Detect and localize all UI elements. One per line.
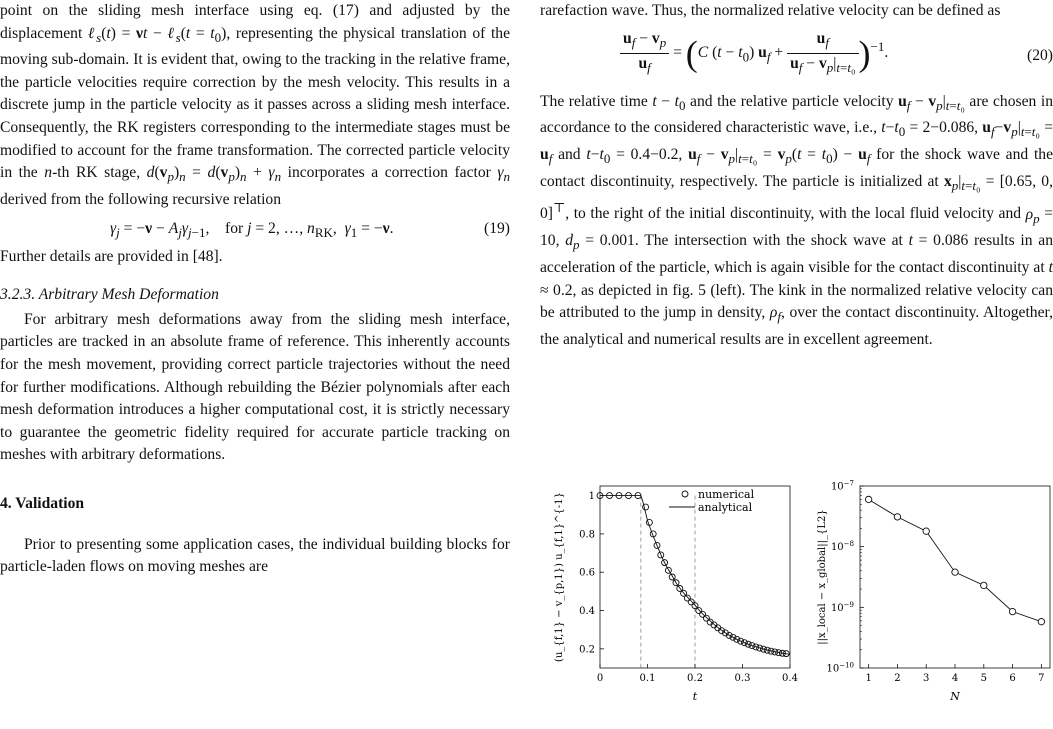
x-tick-label: 0 — [596, 673, 604, 684]
error-plot — [817, 480, 1050, 704]
numerical-point — [703, 615, 709, 621]
equation-number: (19) — [484, 219, 510, 237]
error-plot-frame — [860, 486, 1050, 668]
error-point — [894, 514, 900, 520]
error-markers — [865, 496, 1044, 625]
right-column — [540, 0, 1053, 351]
y-tick-label: 0.8 — [579, 529, 595, 541]
figure-5 — [548, 478, 1053, 724]
paragraph-validation: Prior to presenting some application cases, the individual building blocks for particle-laden flows on moving meshes are — [0, 535, 510, 576]
x-tick-label: 0.4 — [782, 673, 798, 684]
velocity-plot-ylabel: (u_{f,1} − v_{p,1}) u_{f,1}^{-1} — [554, 492, 565, 662]
x-tick-label: 2 — [894, 673, 901, 684]
paragraph-rarefaction: rarefaction wave. Thus, the normalized relative velocity can be defined as — [540, 2, 1001, 19]
velocity-plot-xlabel: t — [692, 690, 698, 703]
velocity-plot — [554, 486, 798, 703]
y-tick-label: $10^{-10}$ — [826, 661, 854, 675]
y-tick-label: 0.4 — [579, 606, 595, 618]
x-tick-label: 1 — [865, 673, 872, 684]
error-point — [923, 528, 929, 534]
x-tick-label: 0.2 — [687, 673, 703, 684]
error-point — [1038, 618, 1044, 624]
numerical-point — [696, 608, 702, 614]
y-tick-label: 0.2 — [579, 644, 595, 656]
wave-markers — [641, 496, 695, 668]
section-heading: 4. Validation — [0, 494, 85, 512]
x-tick-label: 6 — [1009, 673, 1016, 684]
numerical-point — [643, 504, 649, 510]
paragraph-further-details: Further details are provided in [48]. — [0, 247, 223, 265]
y-tick-label: $10^{-8}$ — [830, 540, 854, 554]
legend-numerical: numerical — [698, 488, 755, 501]
error-plot-xlabel: N — [950, 690, 960, 703]
error-point — [1009, 608, 1015, 614]
equation-number: (20) — [1027, 46, 1053, 64]
x-tick-label: 4 — [951, 673, 959, 684]
legend-analytical: analytical — [698, 501, 753, 514]
error-plot-ylabel: ||x_local − x_global||_{L2} — [817, 509, 828, 645]
paragraph-tracking-correction: point on the sliding mesh interface using eq. (17) and adjusted by the displacement ℓ$_s$(t) = νt − ℓ$_s$(t = $t_0$), representing the physical translation of the moving sub-domain. It is evident that, owing to the tracking in the relative frame, the particle velocities require correction by the mesh velocity. This results in a discrete jump in the particle velocity as it passes across a sliding mesh interface. Consequently, the RK registers corresponding to the intermediate stages must be modified to account for the frame transformation. The corrected particle velocity in the n-th RK stage, $d(v_p)_n = d(v_p)_n + \gamma_n$ incorporates a correction factor $\gamma_n$ derived from the following recursive relation — [0, 2, 511, 208]
y-tick-label: $10^{-7}$ — [830, 479, 854, 493]
x-tick-label: 0.1 — [639, 673, 656, 684]
y-tick-label: $10^{-9}$ — [830, 600, 854, 614]
y-tick-label: 0.6 — [579, 567, 595, 579]
equation-20: $\frac{u_f - v_p}{u_f}$ = (C $(t - t_0)$ $u_f$ + $\frac{u_f}{u_f - v_p|_{t=t_0}}$ )$^{-1}$. (20) — [540, 23, 1053, 91]
numerical-point — [688, 599, 694, 605]
paragraph-relative-time: The relative time $t - t_0$ and the relative particle velocity $u_f - v_p|_{t=t_0}$ are chosen in accordance to the considered characteristic wave, i.e., $t-t_0 = 2-0.086$, $u_f-v_p|_{t=t_0} = u_f$ and $t-t_0 = 0.4-0.2$, $u_f - v_p|_{t=t_0} = v_p(t = t_0) - u_f$ for the shock wave and the contact discontinuity, respectively. The particle is initialized at $x_p|_{t=t_0} = [0.65$, 0, 0]⊤, to the right of the initial discontinuity, with the local fluid velocity and $\rho_p = 10$, $d_p = 0.001$. The intersection with the shock wave at t = 0.086 results in an acceleration of the particle, which is again visible for the contact discontinuity at t ≈ 0.2, as depicted in fig. 5 (left). The kink in the normalized relative velocity can be attributed to the jump in density, $\rho_f$, over the contact discontinuity. Altogether, the analytical and numerical results are in excellent agreement. — [540, 92, 1053, 348]
left-column — [0, 0, 510, 579]
velocity-plot-ticks — [579, 491, 798, 684]
equation-19: $\gamma_j = -\nu - A_j\gamma_{j-1}$, for j = 2, …, $n_{RK}$, $\gamma_1 = -\nu$. (19) — [0, 212, 510, 246]
legend — [669, 488, 755, 514]
subsection-heading: 3.2.3. Arbitrary Mesh Deformation — [0, 286, 219, 304]
error-point — [981, 582, 987, 588]
error-point — [865, 496, 871, 502]
paragraph-mesh-deformation: For arbitrary mesh deformations away from the sliding mesh interface, particles are tracked in an absolute frame of reference. This inherently accounts for the mesh movement, providing correct particle trajectories without the need for further modifications. Although rebuilding the Bézier polynomials after each mesh deformation introduces a higher computational cost, it is strictly necessary to guarantee the geometric fidelity required for accurate particle tracking on meshes with arbitrary deformations. — [0, 310, 510, 464]
error-plot-ticks — [826, 480, 1044, 685]
x-tick-label: 5 — [980, 673, 987, 684]
x-tick-label: 0.3 — [734, 673, 751, 684]
numerical-markers — [597, 493, 789, 657]
x-tick-label: 3 — [923, 673, 930, 684]
numerical-point — [669, 574, 675, 580]
error-point — [952, 569, 958, 575]
numerical-point — [684, 595, 690, 601]
x-tick-label: 7 — [1038, 673, 1045, 684]
y-tick-label: 1 — [588, 491, 595, 503]
legend-marker-numerical — [682, 491, 688, 497]
figure-svg — [548, 478, 1053, 724]
